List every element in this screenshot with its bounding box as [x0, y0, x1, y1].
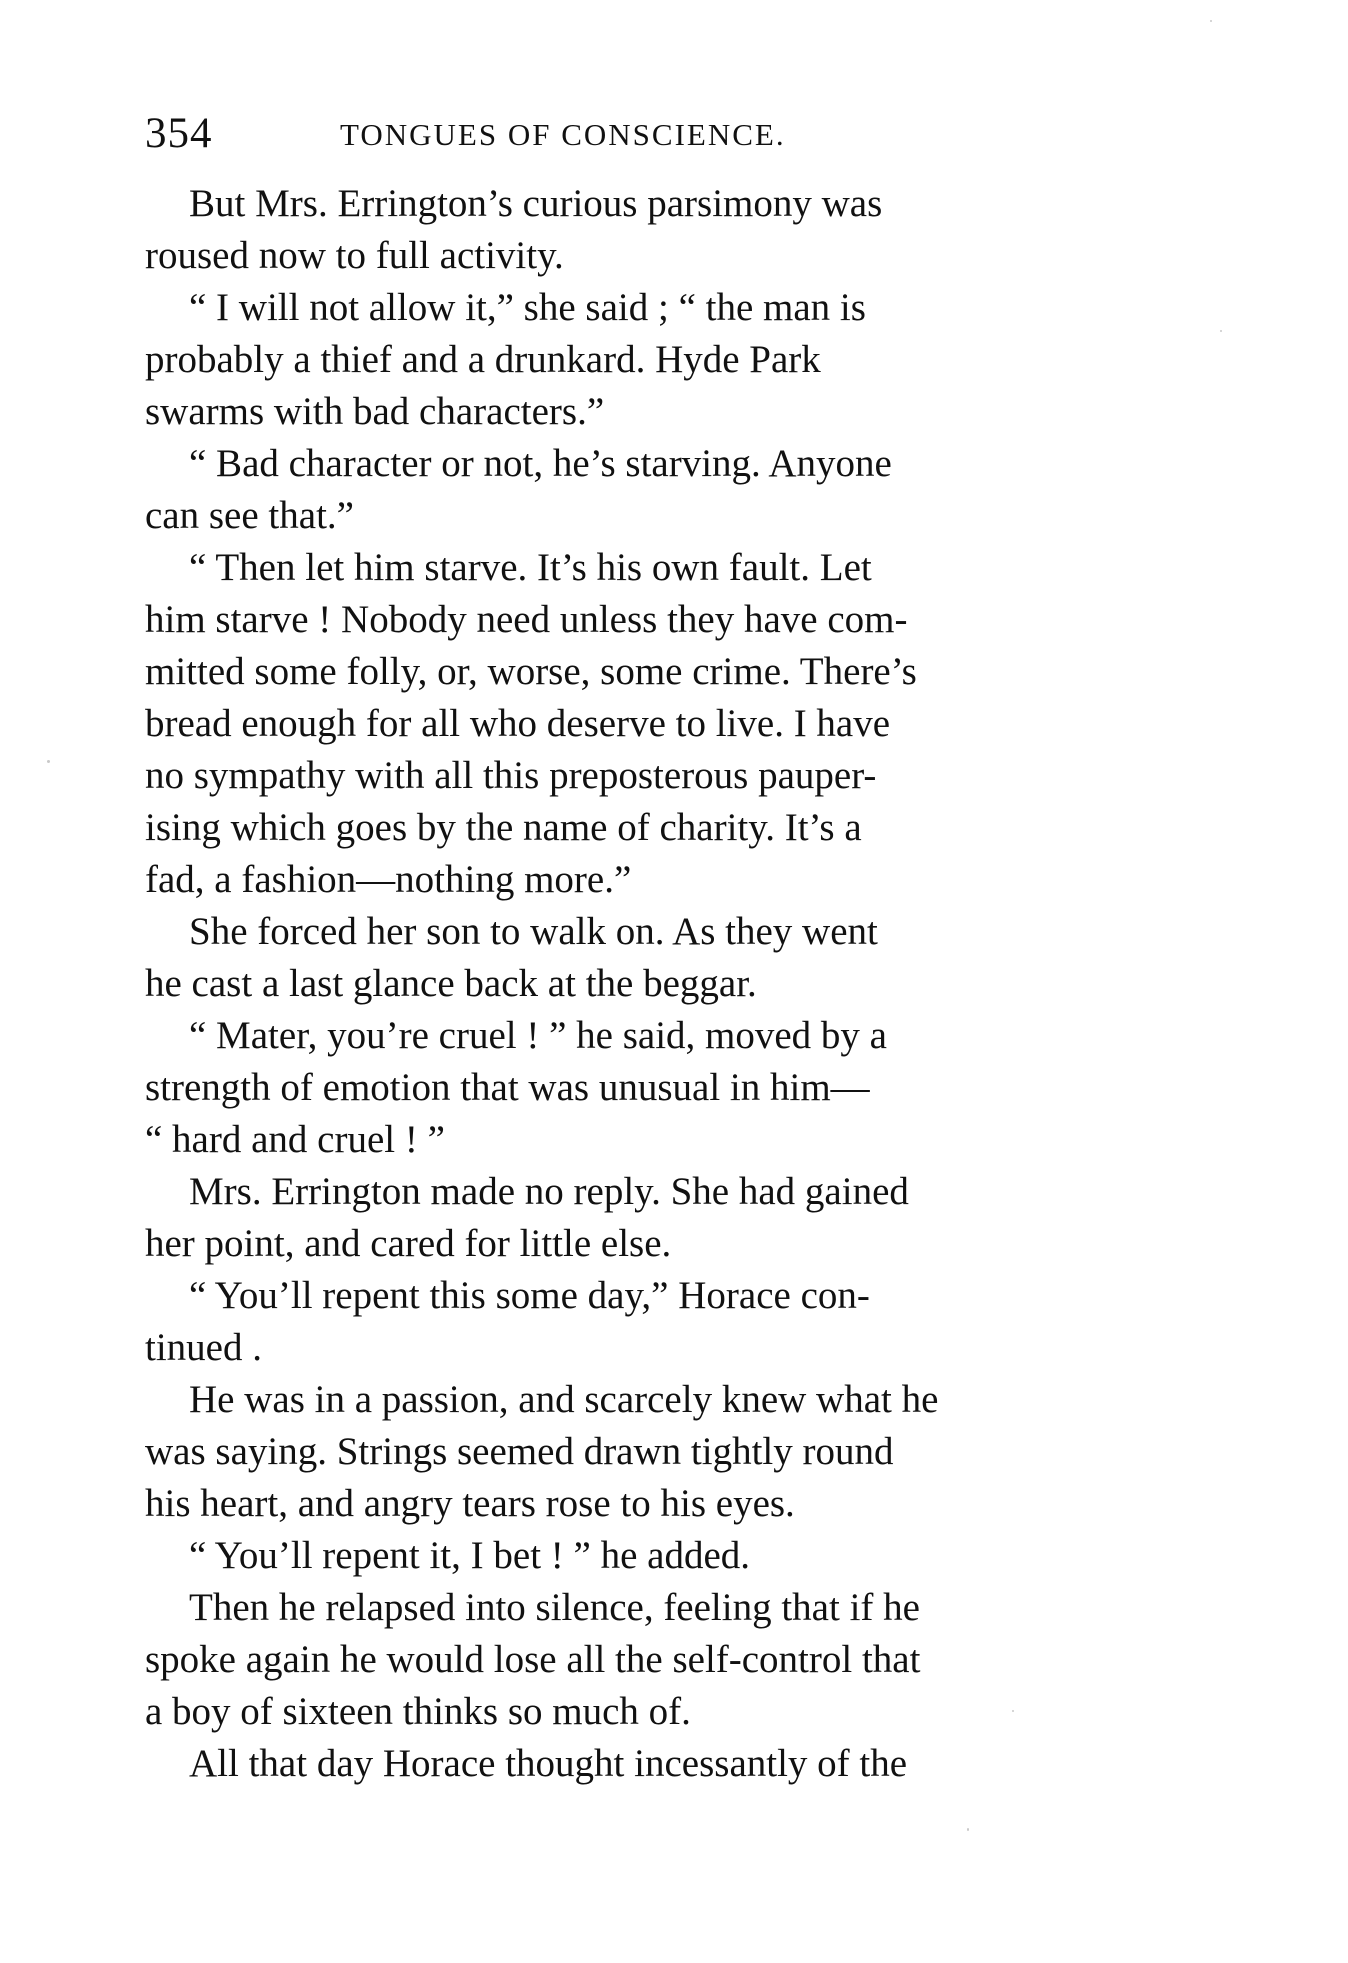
- text-line: he cast a last glance back at the beggar.: [145, 962, 757, 1005]
- paper-speck: [1220, 330, 1222, 332]
- text-line: “ I will not allow it,” she said ; “ the man is: [189, 286, 866, 329]
- text-line: swarms with bad characters.”: [145, 390, 605, 433]
- text-line: “ You’ll repent this some day,” Horace con-: [189, 1274, 870, 1317]
- text-line: She forced her son to walk on. As they went: [189, 910, 878, 953]
- running-title: TONGUES OF CONSCIENCE.: [340, 117, 786, 152]
- text-line: “ Mater, you’re cruel ! ” he said, moved by a: [189, 1014, 887, 1057]
- text-line: probably a thief and a drunkard. Hyde Park: [145, 338, 821, 381]
- paper-speck: [1210, 20, 1212, 22]
- text-line: “ You’ll repent it, I bet ! ” he added.: [189, 1534, 751, 1577]
- text-line: roused now to full activity.: [145, 234, 564, 277]
- text-line: a boy of sixteen thinks so much of.: [145, 1690, 691, 1733]
- text-line: spoke again he would lose all the self-control that: [145, 1638, 921, 1681]
- text-line: ising which goes by the name of charity. It’s a: [145, 806, 862, 849]
- text-line: him starve ! Nobody need unless they have com-: [145, 598, 908, 641]
- text-line: “ hard and cruel ! ”: [145, 1118, 445, 1161]
- paper-speck: [47, 760, 50, 763]
- text-line: bread enough for all who deserve to live. I have: [145, 702, 891, 745]
- text-line: was saying. Strings seemed drawn tightly round: [145, 1430, 894, 1473]
- text-line: no sympathy with all this preposterous pauper-: [145, 754, 877, 797]
- text-line: “ Then let him starve. It’s his own fault. Let: [189, 546, 872, 589]
- text-line: Mrs. Errington made no reply. She had gained: [189, 1170, 909, 1213]
- text-line: But Mrs. Errington’s curious parsimony was: [189, 182, 883, 225]
- running-head: [145, 104, 1095, 164]
- text-line: All that day Horace thought incessantly of the: [189, 1742, 908, 1785]
- text-line: can see that.”: [145, 494, 354, 537]
- text-line: He was in a passion, and scarcely knew what he: [189, 1378, 939, 1421]
- text-line: his heart, and angry tears rose to his eyes.: [145, 1482, 795, 1525]
- text-line: Then he relapsed into silence, feeling that if he: [189, 1586, 920, 1629]
- page-number: 354: [145, 110, 213, 157]
- paper-speck: [967, 1828, 969, 1831]
- text-line: fad, a fashion—nothing more.”: [145, 858, 632, 901]
- text-line: tinued .: [145, 1326, 262, 1369]
- paper-speck: [1012, 1710, 1014, 1712]
- text-line: strength of emotion that was unusual in him—: [145, 1066, 870, 1109]
- text-line: her point, and cared for little else.: [145, 1222, 672, 1265]
- text-line: “ Bad character or not, he’s starving. Anyone: [189, 442, 892, 485]
- text-line: mitted some folly, or, worse, some crime. There’s: [145, 650, 917, 693]
